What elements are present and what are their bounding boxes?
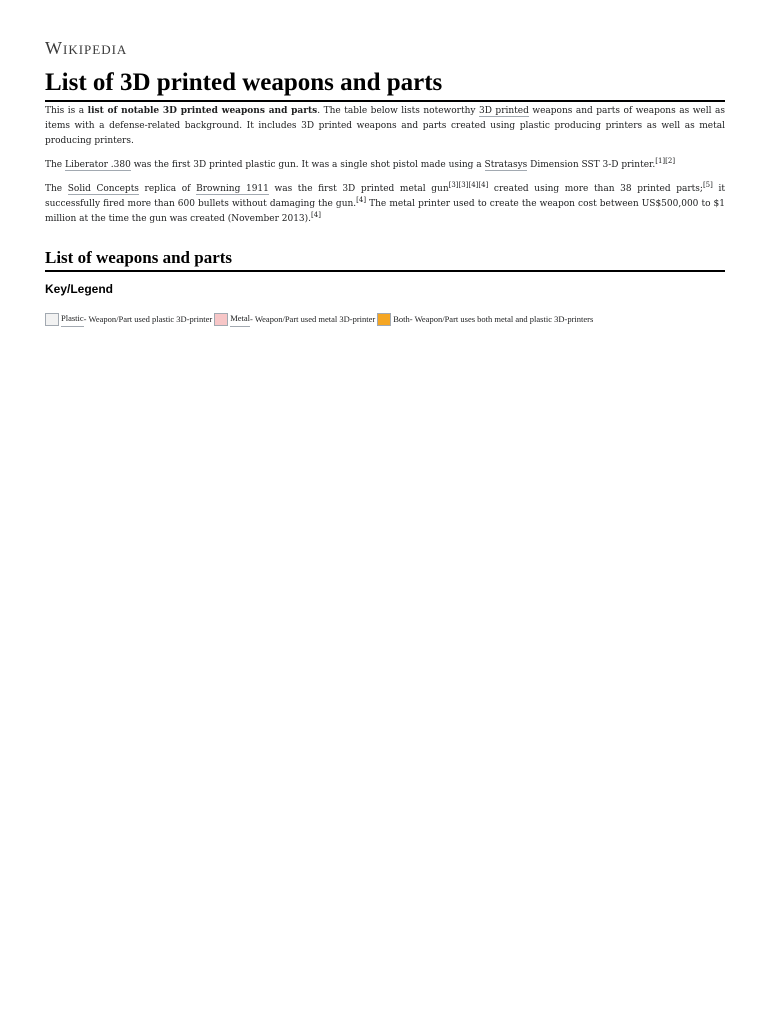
- swatch-metal: [214, 313, 228, 326]
- text: The: [45, 184, 68, 194]
- text: This is a: [45, 106, 88, 116]
- legend-link-metal[interactable]: Metal: [230, 311, 250, 327]
- wikipedia-wordmark[interactable]: Wikipedia: [45, 38, 128, 58]
- intro-paragraph-2: [45, 158, 725, 173]
- text: . The table below lists noteworthy: [317, 106, 479, 116]
- text: it successfully fired more than 600 bullets without damaging the gun.: [45, 184, 725, 209]
- article-body: [45, 104, 725, 327]
- legend-desc-both: - Weapon/Part uses both metal and plastic 3D-printers: [409, 313, 594, 324]
- page-title: List of 3D printed weapons and parts: [45, 68, 725, 102]
- reference-4c[interactable]: [4]: [356, 196, 367, 204]
- intro-paragraph-1: [45, 104, 725, 149]
- link-3d-printed[interactable]: 3D printed: [478, 106, 529, 116]
- swatch-plastic: [45, 313, 59, 326]
- text: Dimension SST 3-D printer.: [527, 160, 656, 170]
- text: The metal printer used to create the weapon cost between US$500,000 to $1 million at the time the gun was created (November 2013).: [45, 199, 725, 224]
- reference-4a[interactable]: [4]: [468, 181, 479, 189]
- text: The: [45, 160, 65, 170]
- legend-link-plastic[interactable]: Plastic: [61, 311, 84, 327]
- link-solid-concepts[interactable]: Solid Concepts: [67, 184, 139, 194]
- reference-1[interactable]: [1]: [655, 157, 666, 165]
- legend-label-both: Both: [393, 313, 410, 324]
- intro-paragraph-3: [45, 182, 725, 227]
- reference-4b[interactable]: [4]: [478, 181, 489, 189]
- reference-4d[interactable]: [4]: [311, 211, 321, 219]
- bold-term: list of notable 3D printed weapons and parts: [87, 106, 318, 116]
- legend-desc-metal: - Weapon/Part used metal 3D-printer: [250, 313, 376, 324]
- legend-item-plastic: [45, 311, 212, 327]
- text: weapons and parts of weapons as well as items with a defense-related background. It includes 3D printed weapons and parts created using plastic producing printers as well as metal producing printers.: [45, 106, 725, 146]
- reference-5[interactable]: [5]: [702, 181, 713, 189]
- reference-2[interactable]: [2]: [665, 157, 676, 165]
- legend-desc-plastic: - Weapon/Part used plastic 3D-printer: [83, 313, 213, 324]
- link-browning-1911[interactable]: Browning 1911: [196, 184, 269, 194]
- text: was the first 3D printed plastic gun. It was a single shot pistol made using a: [130, 160, 485, 170]
- text: created using more than 38 printed parts;: [488, 184, 703, 194]
- link-liberator[interactable]: Liberator .380: [65, 160, 131, 170]
- link-stratasys[interactable]: Stratasys: [484, 160, 528, 170]
- section-heading: List of weapons and parts: [45, 247, 725, 272]
- text: was the first 3D printed metal gun: [268, 184, 449, 194]
- legend-item-both: [377, 312, 593, 327]
- legend: [45, 311, 725, 327]
- legend-item-metal: [214, 311, 375, 327]
- reference-3b[interactable]: [3]: [458, 181, 469, 189]
- text: replica of: [138, 184, 197, 194]
- subsection-heading: Key/Legend: [45, 282, 114, 296]
- swatch-both: [377, 313, 391, 326]
- reference-3a[interactable]: [3]: [448, 181, 459, 189]
